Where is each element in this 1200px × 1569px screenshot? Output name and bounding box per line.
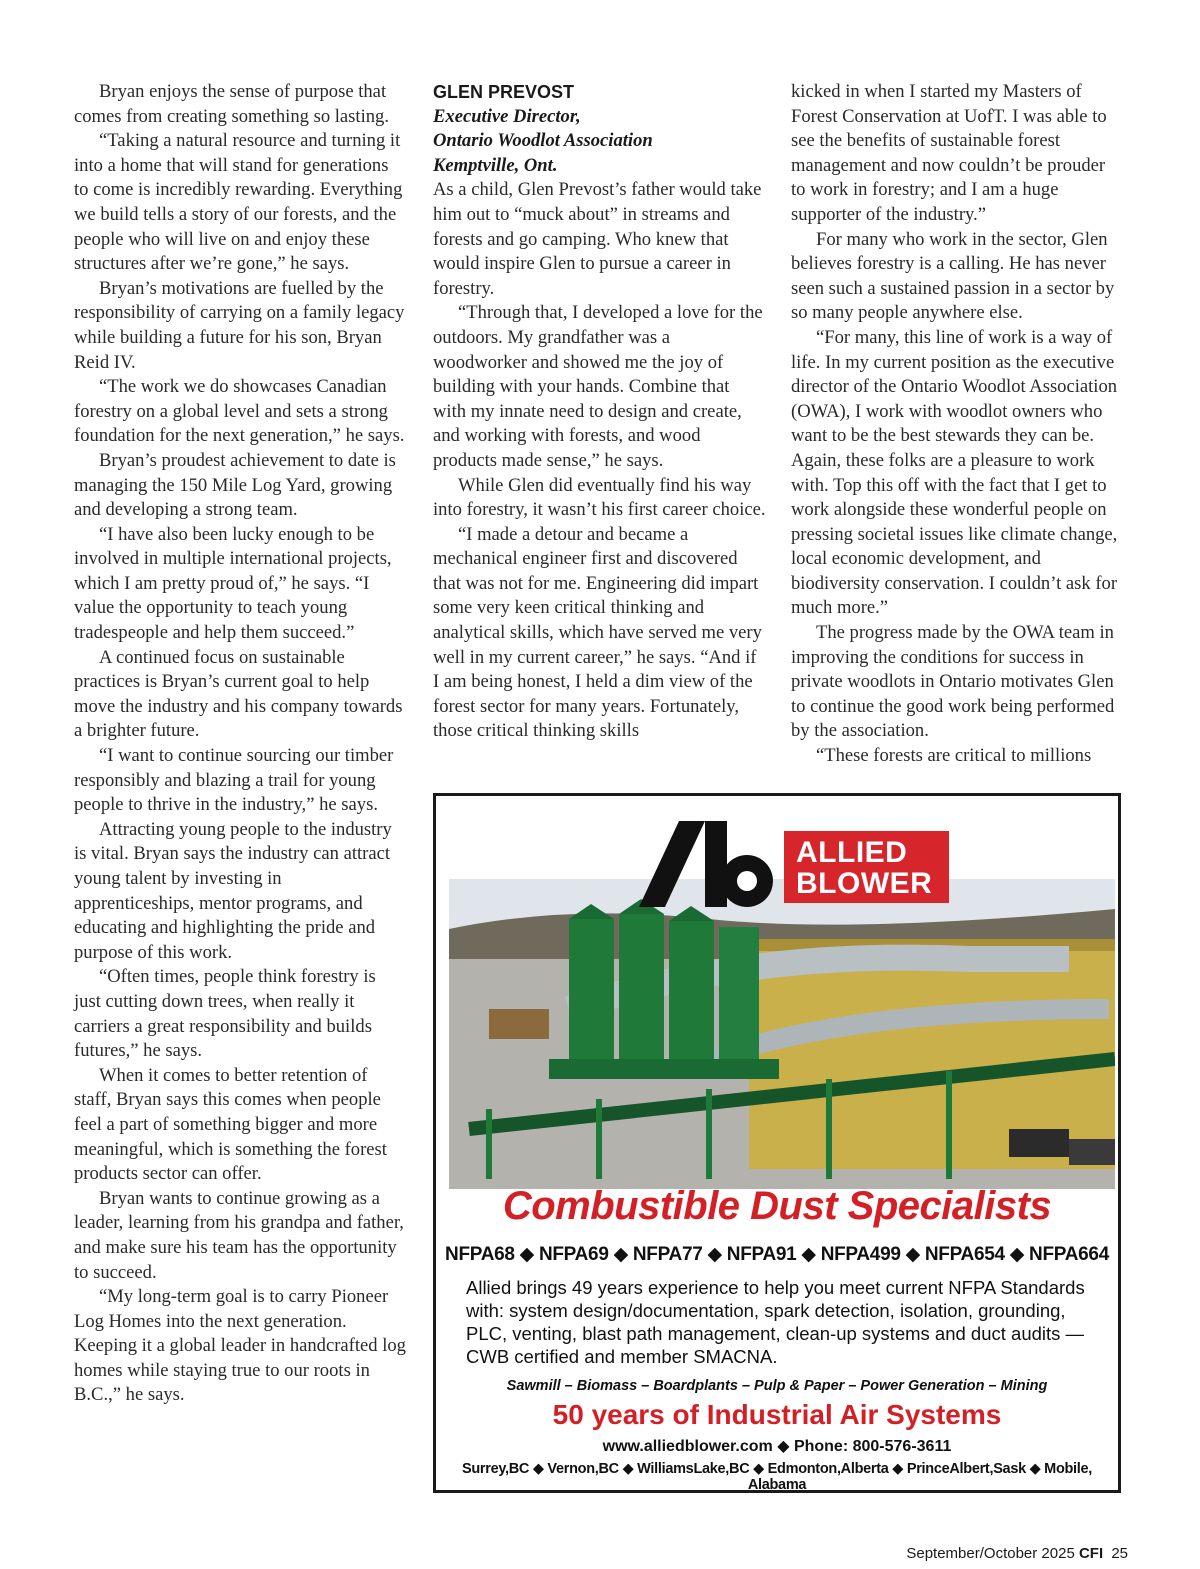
allied-blower-logo — [639, 819, 949, 909]
paragraph: Bryan enjoys the sense of purpose that comes from creating something so lasting. — [74, 81, 389, 127]
profile-title: Executive Director, — [433, 105, 581, 127]
logo-wordmark-line1: ALLIED — [796, 836, 908, 869]
paragraph: The progress made by the OWA team in improving the conditions for success in private woodlots in Ontario motivates Glen to continue the good work being performed by the association. — [791, 622, 1115, 742]
ad-locations: Surrey,BC ◆ Vernon,BC ◆ WilliamsLake,BC ◆ Edmonton,Alberta ◆ PrinceAlbert,Sask ◆ Mobile, Alabama — [461, 1461, 1093, 1493]
paragraph: For many who work in the sector, Glen believes forestry is a calling. He has never seen such a sustained passion in a sector by so many people anywhere else. — [791, 228, 1115, 324]
paragraph: Attracting young people to the industry is vital. Bryan says the industry can attract young talent by investing in apprenticeships, mentor programs, and educating and highlighting the pride and purpose of this work. — [74, 818, 392, 963]
paragraph: “Through that, I developed a love for the outdoors. My grandfather was a woodworker and showed me the joy of building with your hands. Combine that with my innate need to design and create, and working with forests, and wood products made sense,” he says. — [433, 302, 763, 471]
paragraph: “These forests are critical to millions — [816, 745, 1092, 767]
paragraph: Bryan’s proudest achievement to date is managing the 150 Mile Log Yard, growing and developing a strong team. — [74, 449, 396, 521]
profile-name: GLEN PREVOST — [433, 82, 575, 102]
page-footer — [906, 1545, 1128, 1562]
ad-industry-sectors: Sawmill – Biomass – Boardplants – Pulp & Paper – Power Generation – Mining — [506, 1378, 1048, 1394]
logo-wordmark-box — [784, 831, 949, 903]
logo-wordmark-line2: BLOWER — [796, 867, 933, 900]
footer-magazine: CFI — [1078, 1545, 1104, 1562]
allied-blower-advertisement[interactable] — [433, 793, 1121, 1493]
paragraph: Bryan’s motivations are fuelled by the responsibility of carrying on a family legacy while building a future for his son, Bryan Reid IV. — [74, 277, 405, 373]
paragraph: “My long-term goal is to carry Pioneer Log Homes into the next generation. Keeping it a global leader in handcrafted log homes while staying true to our roots in B.C.,” he says. — [74, 1286, 406, 1406]
paragraph: As a child, Glen Prevost’s father would take him out to “muck about” in streams and forests and go camping. Who knew that would inspire Glen to pursue a career in forestry. — [433, 179, 762, 299]
paragraph: “I want to continue sourcing our timber responsibly and blazing a trail for young people to thrive in the industry,” he says. — [74, 745, 394, 816]
article-column-2 — [433, 80, 767, 744]
paragraph: “For many, this line of work is a way of life. In my current position as the executive director of the Ontario Woodlot Association (OWA), I work with woodlot owners who want to be the best stewards they can be. Again, these folks are a pleasure to work with. Top this off with the fact that I get to work alongside these wonderful people on pressing societal issues like climate change, local economic development, and biodiversity conservation. I couldn’t ask for much more.” — [791, 326, 1118, 619]
ad-tagline: 50 years of Industrial Air Systems — [552, 1399, 1002, 1430]
ad-headline: Combustible Dust Specialists — [502, 1184, 1052, 1228]
paragraph: “I have also been lucky enough to be involved in multiple international projects, which I am pretty proud of,” he says. “I value the opportunity to teach young tradespeople and help them succeed.” — [74, 523, 392, 644]
allied-blower-logo-mark-icon — [639, 819, 779, 909]
ad-nfpa-codes: NFPA68 ◆ NFPA69 ◆ NFPA77 ◆ NFPA91 ◆ NFPA499 ◆ NFPA654 ◆ NFPA664 — [445, 1244, 1109, 1265]
paragraph: Bryan wants to continue growing as a leader, learning from his grandpa and father, and make sure his team has the opportunity to succeed. — [74, 1187, 404, 1283]
ad-photo — [449, 809, 1115, 1189]
paragraph: When it comes to better retention of staff, Bryan says this comes when people feel a part of something bigger and more meaningful, which is something the forest products sector can offer. — [74, 1064, 387, 1185]
paragraph: “Taking a natural resource and turning it into a home that will stand for generations to come is incredibly rewarding. Everything we build tells a story of our forests, and the people who will live on and enjoy these structures after we’re gone,” he says. — [74, 130, 403, 275]
profile-location: Kemptville, Ont. — [433, 154, 558, 176]
paragraph: kicked in when I started my Masters of Forest Conservation at UofT. I was able to see the benefits of sustainable forest management and now couldn’t be prouder to work in forestry; and I am a huge supporter of the industry.” — [791, 81, 1107, 225]
ad-body-copy: Allied brings 49 years experience to help you meet current NFPA Standards with: system design/documentation, spark detection, isolation, grounding, PLC, venting, blast path management, clean-up systems and duct audits — CWB certified and member SMACNA. — [466, 1277, 1085, 1367]
paragraph: “The work we do showcases Canadian forestry on a global level and sets a strong foundation for the next generation,” he says. — [74, 376, 405, 447]
paragraph: A continued focus on sustainable practices is Bryan’s current goal to help move the industry and his company towards a brighter future. — [74, 646, 403, 742]
paragraph: While Glen did eventually find his way into forestry, it wasn’t his first career choice. — [433, 474, 766, 521]
page-number: 25 — [1111, 1545, 1128, 1562]
paragraph: “Often times, people think forestry is just cutting down trees, when really it carriers a great responsibility and builds futures,” he says. — [74, 966, 376, 1062]
ad-contact-link[interactable]: www.alliedblower.com ◆ Phone: 800-576-3611 — [602, 1438, 952, 1455]
paragraph: “I made a detour and became a mechanical engineer first and discovered that was not for me. Engineering did impart some very keen critical thinking and analytical skills, which have served me very well in my current career,” he says. “And if I am being honest, I held a dim view of the forest sector for many years. Fortunately, those critical thinking skills — [433, 523, 762, 742]
article-column-3 — [791, 80, 1123, 769]
article-column-1 — [74, 80, 406, 1408]
profile-organization: Ontario Woodlot Association — [433, 130, 653, 152]
footer-issue: September/October 2025 — [906, 1545, 1075, 1562]
